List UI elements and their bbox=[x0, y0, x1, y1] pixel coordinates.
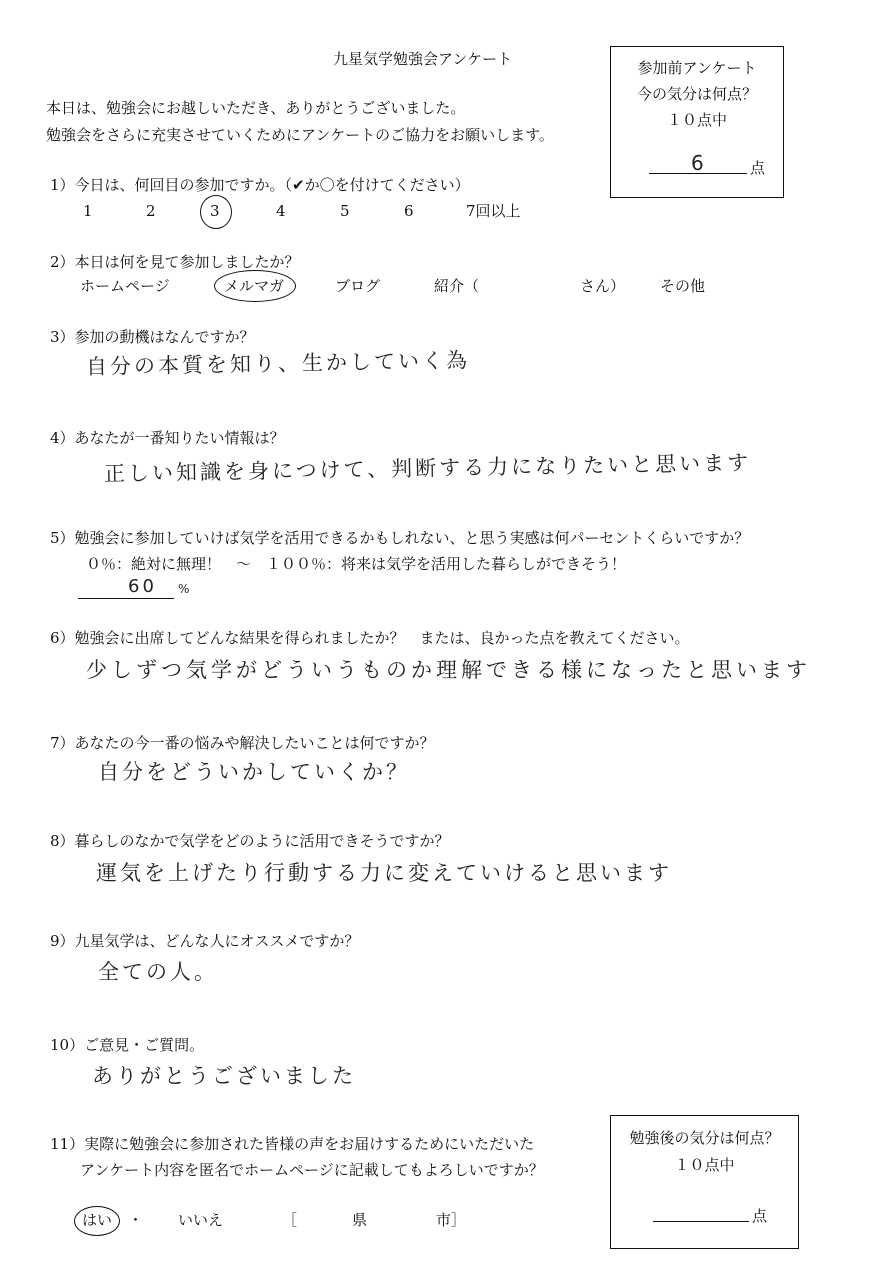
q2-option-blog[interactable]: ブログ bbox=[335, 277, 381, 295]
q2-option-other[interactable]: その他 bbox=[660, 277, 706, 295]
pre-box-title: 参加前アンケート bbox=[637, 59, 757, 77]
q9-answer[interactable]: 全ての人。 bbox=[98, 960, 218, 984]
q11-label-line-2: アンケート内容を匿名でホームページに記載してもよろしいですか？ bbox=[80, 1161, 544, 1179]
q1-option-6[interactable]: 6 bbox=[404, 202, 414, 220]
q1-option-4[interactable]: 4 bbox=[276, 202, 286, 220]
pre-survey-box bbox=[610, 46, 784, 198]
q2-option-mailmag[interactable]: メルマガ bbox=[224, 277, 285, 295]
q7-label: 7）あなたの今一番の悩みや解決したいことは何ですか？ bbox=[50, 734, 435, 752]
q5-percent-field[interactable] bbox=[78, 578, 174, 599]
q11-label-line-1: 11）実際に勉強会に参加された皆様の声をお届けするためにいただいた bbox=[50, 1135, 535, 1153]
q5-scale: ０％：絶対に無理！ ～ １００％：将来は気学を活用した暮らしができそう！ bbox=[86, 555, 627, 573]
q1-option-1[interactable]: 1 bbox=[83, 202, 93, 220]
q8-label: 8）暮らしのなかで気学をどのように活用できそうですか？ bbox=[50, 832, 450, 850]
q2-option-referral[interactable]: 紹介（ bbox=[434, 277, 480, 295]
q1-option-7plus[interactable]: 7回以上 bbox=[466, 202, 521, 220]
pre-box-question: 今の気分は何点？ bbox=[636, 85, 757, 103]
q11-prefecture-label: 県 bbox=[352, 1211, 368, 1229]
q6-label: 6）勉強会に出席してどんな結果を得られましたか？ または、良かった点を教えてください。 bbox=[50, 629, 690, 647]
pre-box-scale: １０点中 bbox=[666, 111, 727, 129]
q10-answer[interactable]: ありがとうございました bbox=[92, 1064, 356, 1088]
q10-label: 10）ご意見・ご質問。 bbox=[50, 1036, 205, 1054]
q11-city-label: 市］ bbox=[436, 1211, 467, 1229]
q1-option-5[interactable]: 5 bbox=[340, 202, 350, 220]
q11-option-yes[interactable]: はい bbox=[82, 1211, 113, 1229]
intro-line-1: 本日は、勉強会にお越しいただき、ありがとうございました。 bbox=[46, 99, 466, 117]
post-score-field[interactable] bbox=[653, 1203, 749, 1222]
q1-label: 1）今日は、何回目の参加ですか。（✔か〇を付けてください） bbox=[50, 176, 470, 194]
q2-label: 2）本日は何を見て参加しましたか？ bbox=[50, 253, 300, 271]
q6-answer[interactable]: 少しずつ気学がどういうものか理解できる様になったと思います bbox=[86, 658, 811, 682]
pre-score-answer: 6 bbox=[691, 151, 707, 175]
intro-line-2: 勉強会をさらに充実させていくためにアンケートのご協力をお願いします。 bbox=[46, 126, 554, 144]
post-box-scale: １０点中 bbox=[674, 1156, 735, 1174]
q1-option-3[interactable]: 3 bbox=[210, 202, 220, 220]
q8-answer[interactable]: 運気を上げたり行動する力に変えていけると思います bbox=[96, 861, 672, 885]
q7-answer[interactable]: 自分をどういかしていくか？ bbox=[98, 760, 410, 784]
q5-percent-unit: % bbox=[178, 582, 190, 596]
q2-option-homepage[interactable]: ホームページ bbox=[80, 277, 170, 295]
q3-label: 3）参加の動機はなんですか？ bbox=[50, 328, 255, 346]
q11-separator: ・ bbox=[128, 1211, 144, 1229]
post-survey-box bbox=[610, 1115, 799, 1249]
survey-title: 九星気学勉強会アンケート bbox=[333, 50, 513, 68]
q11-bracket-open: ［ bbox=[282, 1211, 298, 1229]
q1-option-2[interactable]: 2 bbox=[146, 202, 156, 220]
q5-answer: 60 bbox=[128, 576, 157, 597]
q2-referral-suffix: さん） bbox=[580, 277, 626, 295]
q4-answer[interactable]: 正しい知識を身につけて、判断する力になりたいと思います bbox=[103, 450, 752, 486]
pre-score-field[interactable] bbox=[649, 153, 747, 174]
post-box-question: 勉強後の気分は何点？ bbox=[629, 1129, 780, 1147]
pre-score-unit: 点 bbox=[750, 159, 766, 177]
q4-label: 4）あなたが一番知りたい情報は？ bbox=[50, 429, 285, 447]
q3-answer[interactable]: 自分の本質を知り、生かしていく為 bbox=[85, 348, 471, 379]
post-score-unit: 点 bbox=[752, 1207, 768, 1225]
q9-label: 9）九星気学は、どんな人にオススメですか？ bbox=[50, 932, 360, 950]
q11-option-no[interactable]: いいえ bbox=[178, 1211, 224, 1229]
q5-label: 5）勉強会に参加していけば気学を活用できるかもしれない、と思う実感は何パーセントくらいですか？ bbox=[50, 529, 750, 547]
